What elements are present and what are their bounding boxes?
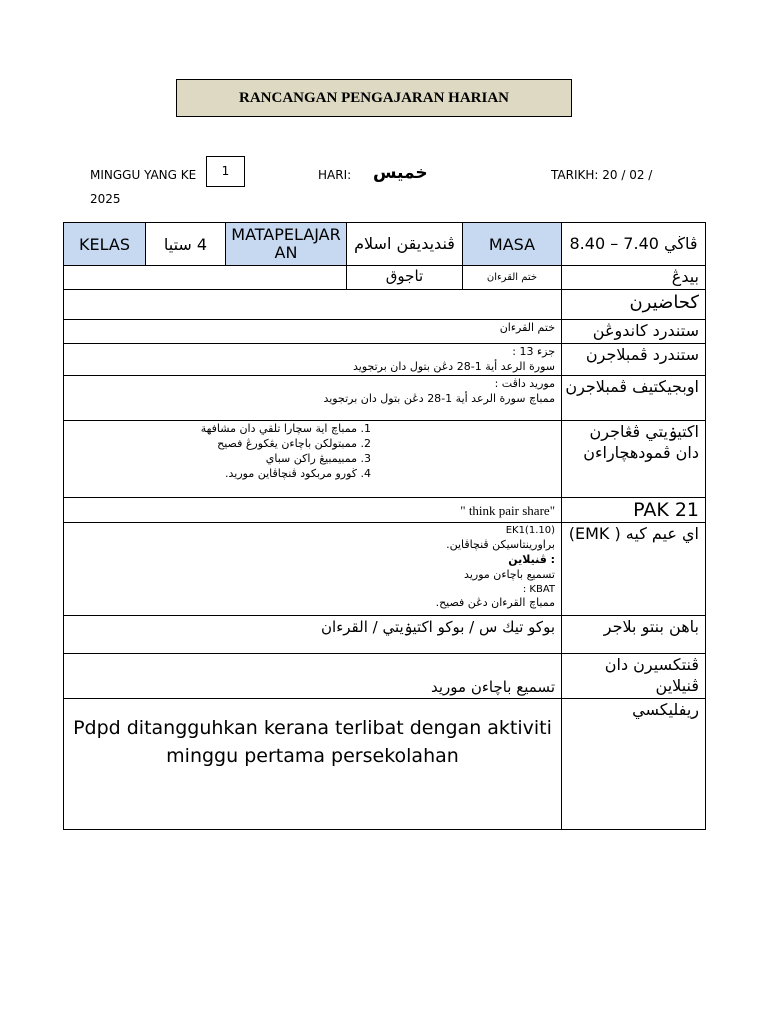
topic-row	[64, 266, 706, 290]
sk-row	[64, 320, 706, 344]
objektif-row	[64, 376, 706, 421]
objektif-line: موريد داڤت :	[494, 377, 555, 391]
refleksi-value: Pdpd ditangguhkan kerana terlibat dengan aktiviti minggu pertama persekolahan	[64, 699, 562, 830]
pak21-label: PAK 21	[562, 498, 706, 523]
week-number-box: 1	[206, 156, 245, 187]
penilaian-row	[64, 654, 706, 699]
ek-code: EK1(1.10)	[505, 525, 555, 537]
sp-label: ستندرد ڤمبلاجرن	[562, 343, 706, 376]
pak21-row	[64, 498, 706, 523]
ek-text: براورينتاسيكن ڤنچاڤاين.	[446, 537, 555, 551]
date-value: : 20 / 02 /	[594, 168, 653, 182]
objektif-label: اوبجيكتيف ڤمبلاجرن	[562, 376, 706, 421]
page-title: RANCANGAN PENGAJARAN HARIAN	[176, 79, 572, 117]
subject-value: ڤنديديقن اسلام	[347, 223, 463, 266]
date-label: TARIKH	[551, 168, 595, 182]
week-label: MINGGU YANG KE	[90, 168, 197, 182]
sp-row	[64, 343, 706, 376]
sp-line: سورة الرعد أية 1-28 دڠن بتول دان برتجويد	[352, 359, 555, 373]
topic-empty-cell	[64, 266, 347, 290]
header-row	[64, 223, 706, 266]
lesson-plan-table	[63, 222, 706, 830]
penilaian-value: تسميع باچاءن موريد	[64, 654, 562, 699]
bidang-value: ختم القرءان	[463, 266, 562, 290]
pak21-value: "think pair share "	[64, 498, 562, 523]
aktiviti-row	[64, 421, 706, 498]
sk-value: ختم القرءان	[64, 320, 562, 344]
aktiviti-label: اكتيۏيتي ڤڠاجرن دان ڤمودهچاراءن	[562, 421, 706, 498]
bbm-value: بوكو تيك س / بوكو اكتيۏيتي / القرءان	[64, 616, 562, 654]
kelas-label: KELAS	[64, 223, 146, 266]
year-text: 2025	[90, 192, 121, 206]
refleksi-row	[64, 699, 706, 830]
refleksi-label: ريفليكسي	[562, 699, 706, 830]
bbm-label: باهن بنتو بلاجر	[562, 616, 706, 654]
kbat-label: KBAT :	[522, 583, 555, 595]
masa-value: 8.40 – 7.40 ڤاڬي	[562, 223, 706, 266]
aktiviti-item: 4. ڬورو مربكود ڤنچاڤاين موريد.	[225, 467, 371, 481]
aktiviti-item: 2. ممبتولكن باچاءن يڠكورڠ فصيح	[217, 437, 371, 451]
kehadiran-row	[64, 290, 706, 320]
objektif-value	[64, 376, 562, 421]
penilaian-text: تسميع باچاءن موريد	[464, 567, 555, 581]
penilaian-label: ڤنتكسيرن دان ڤنيلاين	[562, 654, 706, 699]
sp-line: جزء 13 :	[512, 344, 555, 358]
emk-label: اي عيم كيه ( EMK)	[562, 523, 706, 616]
penilaian-heading: : ڤنيلاين	[508, 552, 555, 566]
kbat-text: ممباچ القرءان دڠن فصيح.	[435, 596, 555, 610]
kehadiran-label: كحاضيرن	[562, 290, 706, 320]
tajuk-value: تاجوق	[347, 266, 463, 290]
subject-label: MATAPELAJARAN	[226, 223, 347, 266]
aktiviti-list	[64, 421, 562, 498]
sk-label: ستندرد كاندوڠن	[562, 320, 706, 344]
date-field	[551, 168, 652, 182]
kelas-value: 4 ستيا	[146, 223, 226, 266]
sp-value	[64, 343, 562, 376]
bbm-row	[64, 616, 706, 654]
objektif-line: ممباچ سورة الرعد أية 1-28 دڠن بتول دان برتجويد	[323, 392, 555, 406]
kehadiran-value	[64, 290, 562, 320]
emk-row	[64, 523, 706, 616]
masa-label: MASA	[463, 223, 562, 266]
day-value: خميس	[373, 163, 428, 183]
bidang-label: بيدڠ	[562, 266, 706, 290]
emk-value	[64, 523, 562, 616]
aktiviti-item: 1. ممباچ اية سچارا تلقي دان مشافهة	[200, 422, 371, 436]
aktiviti-item: 3. ممبيمبيڠ راكن سباي	[265, 452, 371, 466]
day-label: HARI:	[318, 168, 352, 182]
